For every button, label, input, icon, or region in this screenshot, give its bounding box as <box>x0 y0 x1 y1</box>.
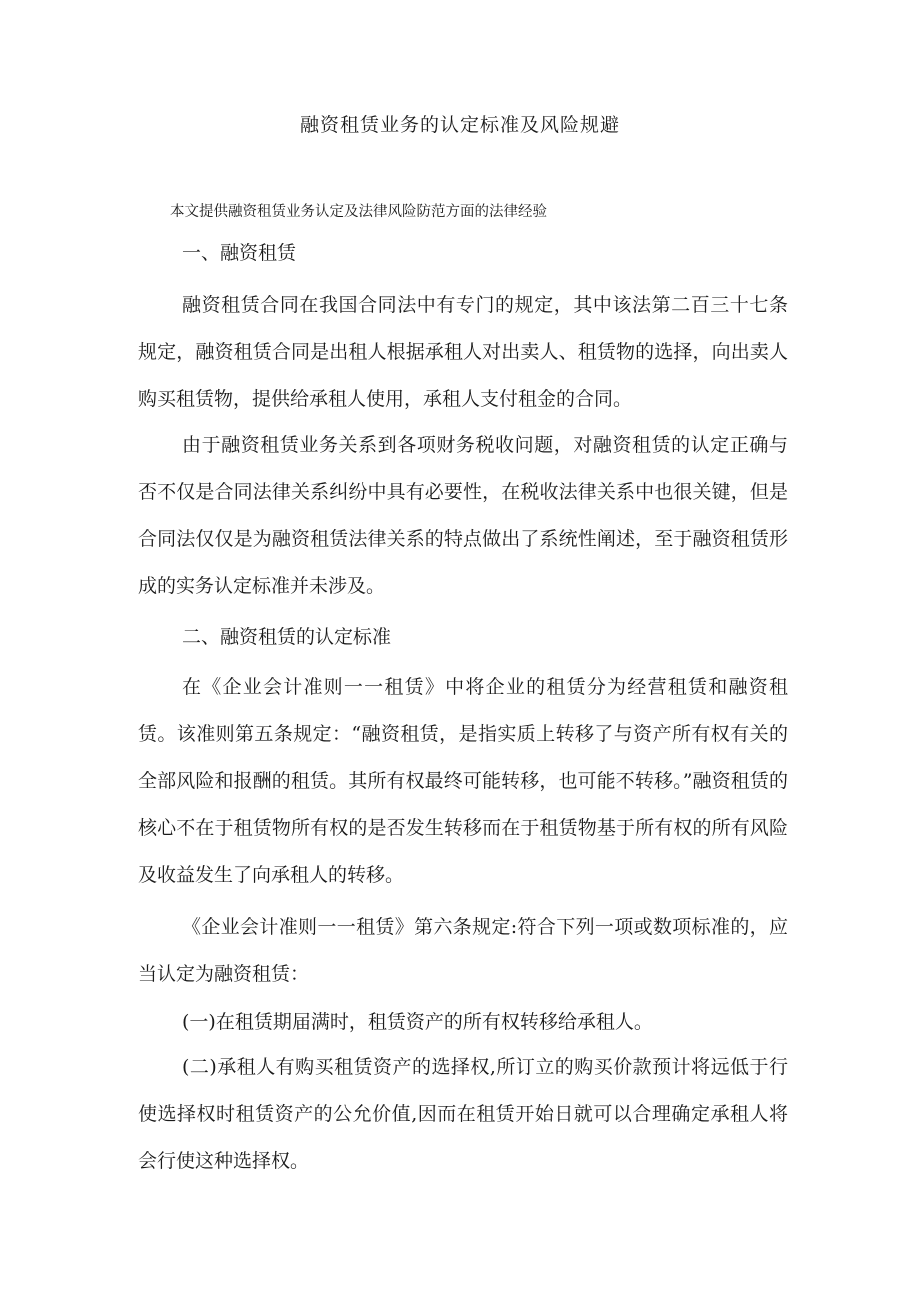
section-heading-1: 一、融资租赁 <box>182 242 297 264</box>
section-heading-2: 二、融资租赁的认定标准 <box>182 626 392 648</box>
paragraph-2 <box>138 422 788 610</box>
list-item-1-text: (一)在租赁期届满时，租赁资产的所有权转移给承租人。 <box>182 1011 653 1033</box>
document-title: 融资租赁业务的认定标准及风险规避 <box>299 114 620 136</box>
paragraph-4 <box>138 904 788 998</box>
paragraph-1-text: 融资租赁合同在我国合同法中有专门的规定，其中该法第二百三十七条规定，融资租赁合同是出租人根据承租人对出卖人、租赁物的选择，向出卖人购买租赁物，提供给承租人使用，承租人支付租金的合同。 <box>138 294 788 410</box>
list-item-2 <box>138 1044 788 1185</box>
paragraph-4-text: 《企业会计准则一一租赁》第六条规定:符合下列一项或数项标准的，应当认定为融资租赁： <box>138 916 788 985</box>
intro-text: 本文提供融资租赁业务认定及法律风险防范方面的法律经验 <box>170 204 547 220</box>
paragraph-3 <box>138 664 788 899</box>
paragraph-2-text: 由于融资租赁业务关系到各项财务税收问题，对融资租赁的认定正确与否不仅是合同法律关系纠纷中具有必要性，在税收法律关系中也很关键，但是合同法仅仅是为融资租赁法律关系的特点做出了系统性阐述，至于融资租赁形成的实务认定标准并未涉及。 <box>138 434 788 597</box>
paragraph-1 <box>138 282 788 423</box>
list-item-1 <box>138 999 788 1046</box>
paragraph-3-text: 在《企业会计准则一一租赁》中将企业的租赁分为经营租赁和融资租赁。该准则第五条规定：“融资租赁，是指实质上转移了与资产所有权有关的全部风险和报酬的租赁。其所有权最终可能转移，也可能不转移。”融资租赁的核心不在于租赁物所有权的是否发生转移而在于租赁物基于所有权的所有风险及收益发生了向承租人的转移。 <box>138 676 788 886</box>
list-item-2-text: (二)承租人有购买租赁资产的选择权,所订立的购买价款预计将远低于行使选择权时租赁资产的公允价值,因而在租赁开始日就可以合理确定承租人将会行使这种选择权。 <box>138 1056 788 1172</box>
